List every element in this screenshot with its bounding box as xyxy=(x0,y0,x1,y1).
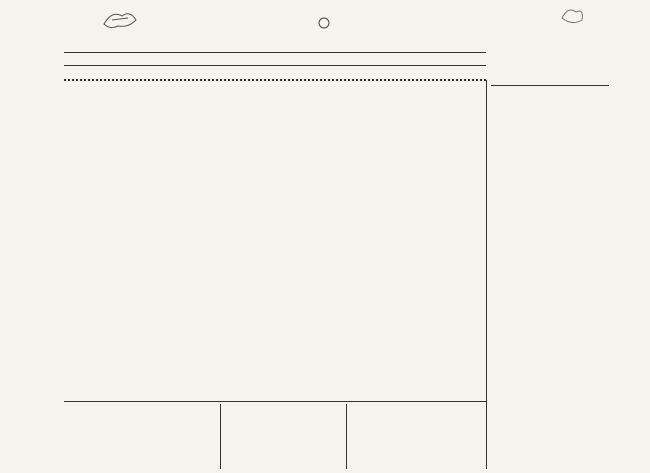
engine-box-divider xyxy=(346,404,347,469)
header-rule xyxy=(64,65,486,66)
remarks-divider xyxy=(220,404,221,469)
right-rule xyxy=(491,85,609,86)
header-rule xyxy=(64,52,486,53)
traco-logo-icon xyxy=(100,6,140,32)
dotted-rule xyxy=(64,79,486,81)
dyno-title-icon xyxy=(318,16,330,30)
right-panel-divider xyxy=(486,80,487,469)
corner-logo-icon xyxy=(558,4,586,26)
remarks-rule xyxy=(64,401,486,402)
